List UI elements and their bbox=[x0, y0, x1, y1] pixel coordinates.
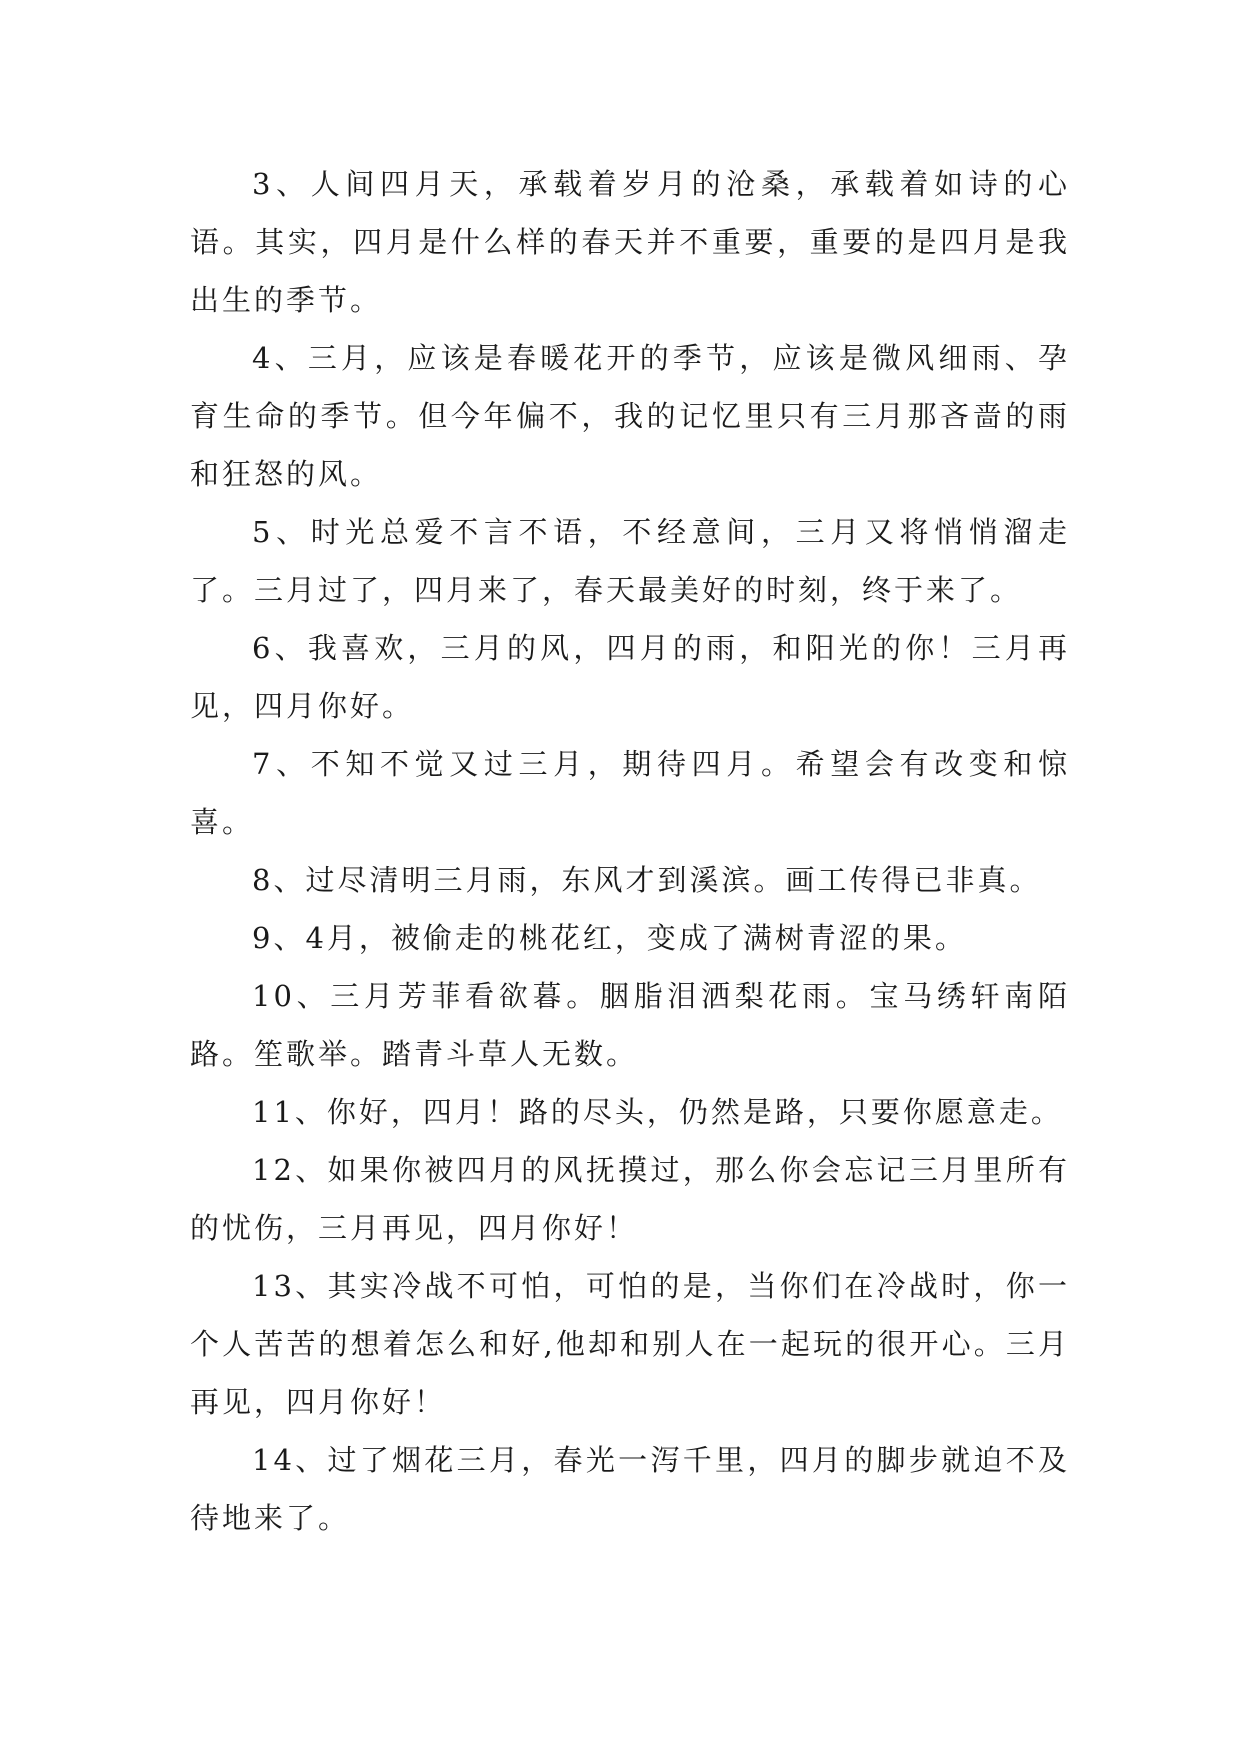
paragraph-6: 6、我喜欢，三月的风，四月的雨，和阳光的你！三月再见，四月你好。 bbox=[190, 631, 1070, 723]
paragraph-5: 5、时光总爱不言不语，不经意间，三月又将悄悄溜走了。三月过了，四月来了，春天最美好的时刻，终于来了。 bbox=[190, 515, 1070, 607]
paragraph-9: 9、4月，被偷走的桃花红，变成了满树青涩的果。 bbox=[252, 921, 967, 955]
paragraph-3: 3、人间四月天，承载着岁月的沧桑，承载着如诗的心语。其实，四月是什么样的春天并不重要，重要的是四月是我出生的季节。 bbox=[190, 167, 1070, 317]
paragraph-14: 14、过了烟花三月，春光一泻千里，四月的脚步就迫不及待地来了。 bbox=[190, 1443, 1070, 1535]
paragraph-8: 8、过尽清明三月雨，东风才到溪滨。画工传得已非真。 bbox=[252, 863, 1042, 897]
paragraph-11: 11、你好，四月！路的尽头，仍然是路，只要你愿意走。 bbox=[252, 1095, 1063, 1129]
paragraph-7: 7、不知不觉又过三月，期待四月。希望会有改变和惊喜。 bbox=[190, 747, 1070, 839]
paragraph-10: 10、三月芳菲看欲暮。胭脂泪洒梨花雨。宝马绣轩南陌路。笙歌举。踏青斗草人无数。 bbox=[190, 979, 1070, 1071]
paragraph-13: 13、其实冷战不可怕，可怕的是，当你们在冷战时，你一个人苦苦的想着怎么和好,他却和别人在一起玩的很开心。三月再见，四月你好！ bbox=[190, 1269, 1070, 1419]
paragraph-4: 4、三月，应该是春暖花开的季节，应该是微风细雨、孕育生命的季节。但今年偏不，我的记忆里只有三月那吝啬的雨和狂怒的风。 bbox=[190, 341, 1070, 491]
paragraph-12: 12、如果你被四月的风抚摸过，那么你会忘记三月里所有的忧伤，三月再见，四月你好！ bbox=[190, 1153, 1070, 1245]
document-body bbox=[190, 155, 1070, 1547]
